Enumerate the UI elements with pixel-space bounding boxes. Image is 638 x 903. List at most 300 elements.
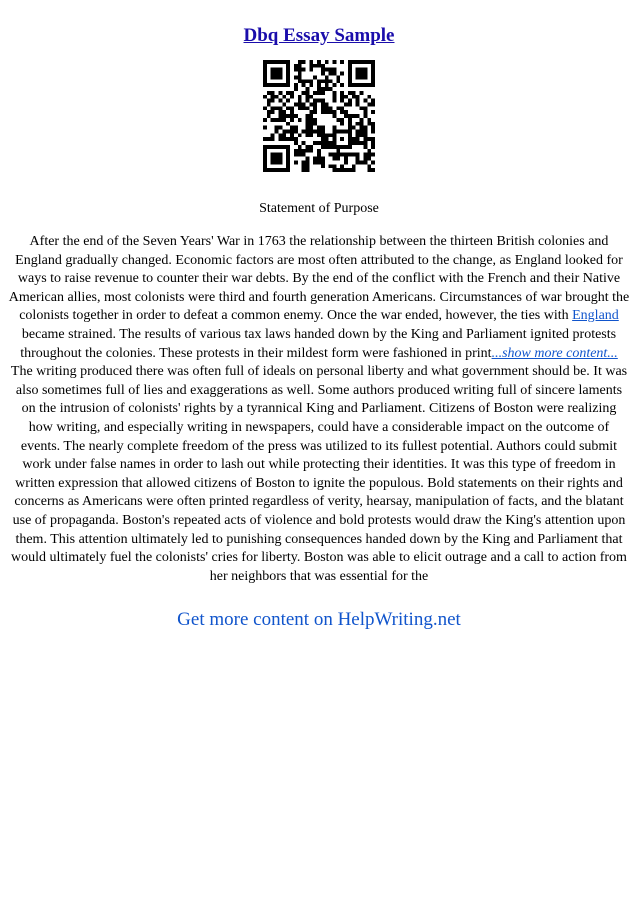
title-link[interactable]: Dbq Essay Sample [243, 25, 395, 46]
qr-module [371, 75, 375, 79]
qr-module [298, 64, 302, 68]
qr-module [356, 75, 360, 79]
qr-module [278, 68, 282, 72]
qr-module [363, 153, 367, 157]
qr-module [317, 64, 321, 68]
qr-module [344, 102, 348, 106]
qr-module [267, 114, 271, 118]
qr-module [367, 102, 371, 106]
qr-module [367, 95, 371, 99]
qr-module [286, 157, 290, 161]
qr-module [336, 145, 340, 149]
qr-module [309, 118, 313, 122]
qr-module [305, 126, 309, 130]
qr-module [302, 68, 306, 72]
qr-module [305, 122, 309, 126]
qr-module [321, 102, 325, 106]
qr-module [298, 106, 302, 110]
qr-module [290, 118, 294, 122]
qr-module [317, 79, 321, 83]
qr-module [348, 133, 352, 137]
qr-module [348, 137, 352, 141]
qr-module [278, 145, 282, 149]
qr-module [278, 126, 282, 130]
qr-module [371, 141, 375, 145]
qr-module [348, 153, 352, 157]
qr-module [271, 168, 275, 172]
qr-module [356, 133, 360, 137]
qr-module [309, 145, 313, 149]
qr-module [321, 130, 325, 134]
qr-module [263, 64, 267, 68]
qr-module [313, 110, 317, 114]
qr-module [294, 68, 298, 72]
qr-module [278, 99, 282, 103]
qr-module [305, 164, 309, 168]
qr-module [282, 145, 286, 149]
qr-module [313, 99, 317, 103]
qr-module [352, 83, 356, 87]
qr-module [263, 72, 267, 76]
qr-module [360, 83, 364, 87]
qr-module [333, 153, 337, 157]
qr-module [325, 133, 329, 137]
qr-module [313, 157, 317, 161]
qr-module [271, 99, 275, 103]
qr-module [309, 110, 313, 114]
qr-module [294, 149, 298, 153]
qr-module [325, 137, 329, 141]
qr-module [278, 118, 282, 122]
qr-module [363, 157, 367, 161]
qr-module [371, 153, 375, 157]
qr-module [340, 122, 344, 126]
qr-module [356, 153, 360, 157]
qr-module [298, 75, 302, 79]
qr-module [344, 110, 348, 114]
qr-module [286, 122, 290, 126]
paragraph-1 [8, 233, 630, 363]
qr-module [321, 87, 325, 91]
qr-module [282, 118, 286, 122]
qr-module [360, 106, 364, 110]
qr-module [325, 102, 329, 106]
qr-module [290, 95, 294, 99]
qr-module [333, 83, 337, 87]
qr-module [294, 137, 298, 141]
qr-module [356, 95, 360, 99]
qr-module [348, 91, 352, 95]
qr-module [363, 130, 367, 134]
qr-module [275, 160, 279, 164]
qr-module [309, 68, 313, 72]
qr-module [336, 79, 340, 83]
qr-module [321, 64, 325, 68]
qr-module [267, 83, 271, 87]
qr-module [309, 149, 313, 153]
qr-module [356, 60, 360, 64]
qr-module [313, 141, 317, 145]
qr-module [313, 118, 317, 122]
qr-module [321, 157, 325, 161]
qr-module [298, 145, 302, 149]
qr-module [344, 160, 348, 164]
qr-module [321, 126, 325, 130]
qr-module [329, 145, 333, 149]
qr-module [271, 160, 275, 164]
qr-module [321, 133, 325, 137]
qr-module [317, 133, 321, 137]
qr-module [333, 141, 337, 145]
qr-module [309, 83, 313, 87]
qr-module [360, 60, 364, 64]
qr-module [333, 145, 337, 149]
qr-module [278, 72, 282, 76]
qr-module [302, 141, 306, 145]
qr-module [305, 95, 309, 99]
qr-module [282, 83, 286, 87]
qr-module [348, 79, 352, 83]
qr-module [309, 133, 313, 137]
qr-module [348, 83, 352, 87]
qr-module [333, 99, 337, 103]
qr-module [305, 157, 309, 161]
qr-module [294, 87, 298, 91]
qr-module [263, 106, 267, 110]
qr-module [278, 91, 282, 95]
qr-module [286, 75, 290, 79]
qr-module [278, 75, 282, 79]
qr-module [275, 153, 279, 157]
qr-module [302, 79, 306, 83]
qr-module [317, 141, 321, 145]
qr-module [340, 95, 344, 99]
qr-module [321, 72, 325, 76]
qr-module [302, 160, 306, 164]
qr-module [329, 72, 333, 76]
qr-module [321, 164, 325, 168]
qr-module [321, 137, 325, 141]
qr-module [278, 133, 282, 137]
qr-module [317, 130, 321, 134]
paragraph-1-text-after: became strained. The results of various tax laws handed down by the King and Parliament ignited protests throughout the colonies. These protests in their mildest form were fashioned in print [20, 326, 617, 361]
qr-module [271, 157, 275, 161]
qr-module [336, 153, 340, 157]
qr-module [286, 106, 290, 110]
qr-module [298, 118, 302, 122]
qr-module [352, 141, 356, 145]
qr-module [305, 145, 309, 149]
qr-module [352, 60, 356, 64]
qr-module [294, 75, 298, 79]
qr-module [340, 106, 344, 110]
qr-module [298, 133, 302, 137]
qr-module [267, 91, 271, 95]
qr-module [305, 160, 309, 164]
qr-module [363, 99, 367, 103]
qr-module [302, 60, 306, 64]
qr-module [286, 83, 290, 87]
qr-module [352, 168, 356, 172]
qr-module [267, 110, 271, 114]
qr-module [325, 75, 329, 79]
qr-module [278, 110, 282, 114]
qr-module [317, 87, 321, 91]
qr-module [298, 149, 302, 153]
qr-module [267, 99, 271, 103]
qr-module [340, 118, 344, 122]
qr-module [263, 137, 267, 141]
qr-module [363, 137, 367, 141]
qr-module [271, 75, 275, 79]
qr-module [367, 153, 371, 157]
qr-module [294, 102, 298, 106]
qr-module [305, 118, 309, 122]
qr-module [290, 110, 294, 114]
qr-module [371, 110, 375, 114]
qr-module [333, 137, 337, 141]
qr-module [263, 60, 267, 64]
qr-module [333, 68, 337, 72]
qr-module [271, 106, 275, 110]
qr-module [333, 72, 337, 76]
qr-module [336, 75, 340, 79]
qr-module [336, 130, 340, 134]
qr-module [340, 72, 344, 76]
qr-module [271, 137, 275, 141]
qr-module [298, 72, 302, 76]
qr-module [363, 145, 367, 149]
qr-module [263, 153, 267, 157]
qr-module [271, 60, 275, 64]
qr-module [360, 160, 364, 164]
qr-module [333, 114, 337, 118]
cta-block [0, 607, 638, 633]
qr-module [352, 91, 356, 95]
qr-module [344, 95, 348, 99]
qr-module [344, 145, 348, 149]
qr-module [267, 102, 271, 106]
qr-module [305, 114, 309, 118]
qr-module [340, 145, 344, 149]
qr-module [356, 99, 360, 103]
qr-module [321, 145, 325, 149]
qr-module [371, 72, 375, 76]
qr-module [348, 102, 352, 106]
qr-module [275, 83, 279, 87]
qr-module [363, 75, 367, 79]
qr-module [371, 83, 375, 87]
qr-module [333, 133, 337, 137]
qr-module [329, 141, 333, 145]
qr-module [290, 114, 294, 118]
qr-module [275, 126, 279, 130]
qr-module [340, 137, 344, 141]
qr-module [313, 106, 317, 110]
qr-module [305, 99, 309, 103]
qr-module [356, 157, 360, 161]
qr-module [336, 118, 340, 122]
qr-module [294, 126, 298, 130]
qr-module [367, 122, 371, 126]
qr-module [282, 60, 286, 64]
qr-module [286, 153, 290, 157]
qr-module [367, 60, 371, 64]
qr-module [313, 91, 317, 95]
qr-module [309, 60, 313, 64]
qr-module [317, 160, 321, 164]
qr-module [356, 72, 360, 76]
qr-module [325, 87, 329, 91]
qr-module [275, 118, 279, 122]
qr-module [363, 72, 367, 76]
qr-module [298, 79, 302, 83]
qr-module [363, 126, 367, 130]
qr-module [290, 91, 294, 95]
qr-module [340, 60, 344, 64]
qr-module [367, 164, 371, 168]
qr-module [275, 130, 279, 134]
qr-module [321, 141, 325, 145]
qr-module [298, 99, 302, 103]
qr-module [286, 149, 290, 153]
qr-module [294, 160, 298, 164]
qr-module [360, 68, 364, 72]
qr-module [275, 157, 279, 161]
qr-module [367, 157, 371, 161]
qr-module [305, 130, 309, 134]
qr-module [275, 145, 279, 149]
qr-module [333, 91, 337, 95]
qr-module [302, 102, 306, 106]
qr-module [325, 60, 329, 64]
qr-module [367, 168, 371, 172]
essay-body [8, 233, 630, 586]
qr-module [329, 87, 333, 91]
qr-module [282, 110, 286, 114]
qr-module [348, 130, 352, 134]
qr-module [263, 145, 267, 149]
qr-module [294, 141, 298, 145]
qr-module [329, 110, 333, 114]
page-title [0, 24, 638, 48]
qr-module [348, 168, 352, 172]
qr-module [329, 79, 333, 83]
qr-module [371, 160, 375, 164]
qr-module [286, 130, 290, 134]
qr-module [348, 145, 352, 149]
qr-module [282, 95, 286, 99]
qr-module [282, 168, 286, 172]
qr-module [352, 114, 356, 118]
qr-module [363, 68, 367, 72]
qr-module [294, 64, 298, 68]
qr-module [352, 153, 356, 157]
qr-module [371, 102, 375, 106]
qr-module [348, 118, 352, 122]
qr-module [302, 83, 306, 87]
show-more-link[interactable]: ...show more content... [491, 345, 618, 361]
qr-module [344, 114, 348, 118]
qr-module [363, 110, 367, 114]
qr-module [267, 137, 271, 141]
qr-module [356, 122, 360, 126]
qr-module [363, 83, 367, 87]
qr-module [317, 149, 321, 153]
qr-module [305, 133, 309, 137]
qr-module [321, 106, 325, 110]
get-more-content-link[interactable]: Get more content on HelpWriting.net [177, 609, 461, 630]
qr-module [305, 79, 309, 83]
qr-module [371, 64, 375, 68]
qr-module [309, 102, 313, 106]
qr-module [329, 133, 333, 137]
qr-module [360, 75, 364, 79]
qr-module [333, 157, 337, 161]
qr-module [321, 99, 325, 103]
qr-module [275, 68, 279, 72]
qr-module [278, 60, 282, 64]
qr-module [271, 133, 275, 137]
qr-module [325, 106, 329, 110]
qr-module [367, 83, 371, 87]
qr-module [271, 110, 275, 114]
qr-module [340, 164, 344, 168]
qr-module [286, 72, 290, 76]
qr-module [325, 83, 329, 87]
qr-module [360, 141, 364, 145]
qr-module [329, 164, 333, 168]
qr-module [263, 68, 267, 72]
qr-module [263, 79, 267, 83]
qr-module [309, 122, 313, 126]
england-link[interactable]: England [572, 308, 619, 324]
section-heading: Statement of Purpose [259, 201, 379, 216]
qr-module [317, 126, 321, 130]
qr-module [286, 64, 290, 68]
qr-module [290, 137, 294, 141]
qr-module [263, 118, 267, 122]
qr-module [278, 168, 282, 172]
qr-module [263, 75, 267, 79]
qr-module [344, 130, 348, 134]
qr-module [271, 72, 275, 76]
qr-module [298, 102, 302, 106]
qr-module [336, 157, 340, 161]
qr-module [371, 60, 375, 64]
qr-module [321, 91, 325, 95]
qr-module [321, 160, 325, 164]
qr-module [271, 145, 275, 149]
qr-module [367, 137, 371, 141]
qr-module [348, 64, 352, 68]
qr-module [282, 133, 286, 137]
qr-code-icon [263, 60, 375, 172]
qr-module [348, 60, 352, 64]
qr-module [282, 114, 286, 118]
qr-module [263, 168, 267, 172]
qr-module [317, 99, 321, 103]
qr-module [294, 83, 298, 87]
qr-module [298, 60, 302, 64]
qr-module [271, 95, 275, 99]
qr-module [325, 110, 329, 114]
qr-module [317, 83, 321, 87]
qr-module [271, 91, 275, 95]
qr-module [278, 137, 282, 141]
qr-module [336, 149, 340, 153]
qr-module [363, 133, 367, 137]
